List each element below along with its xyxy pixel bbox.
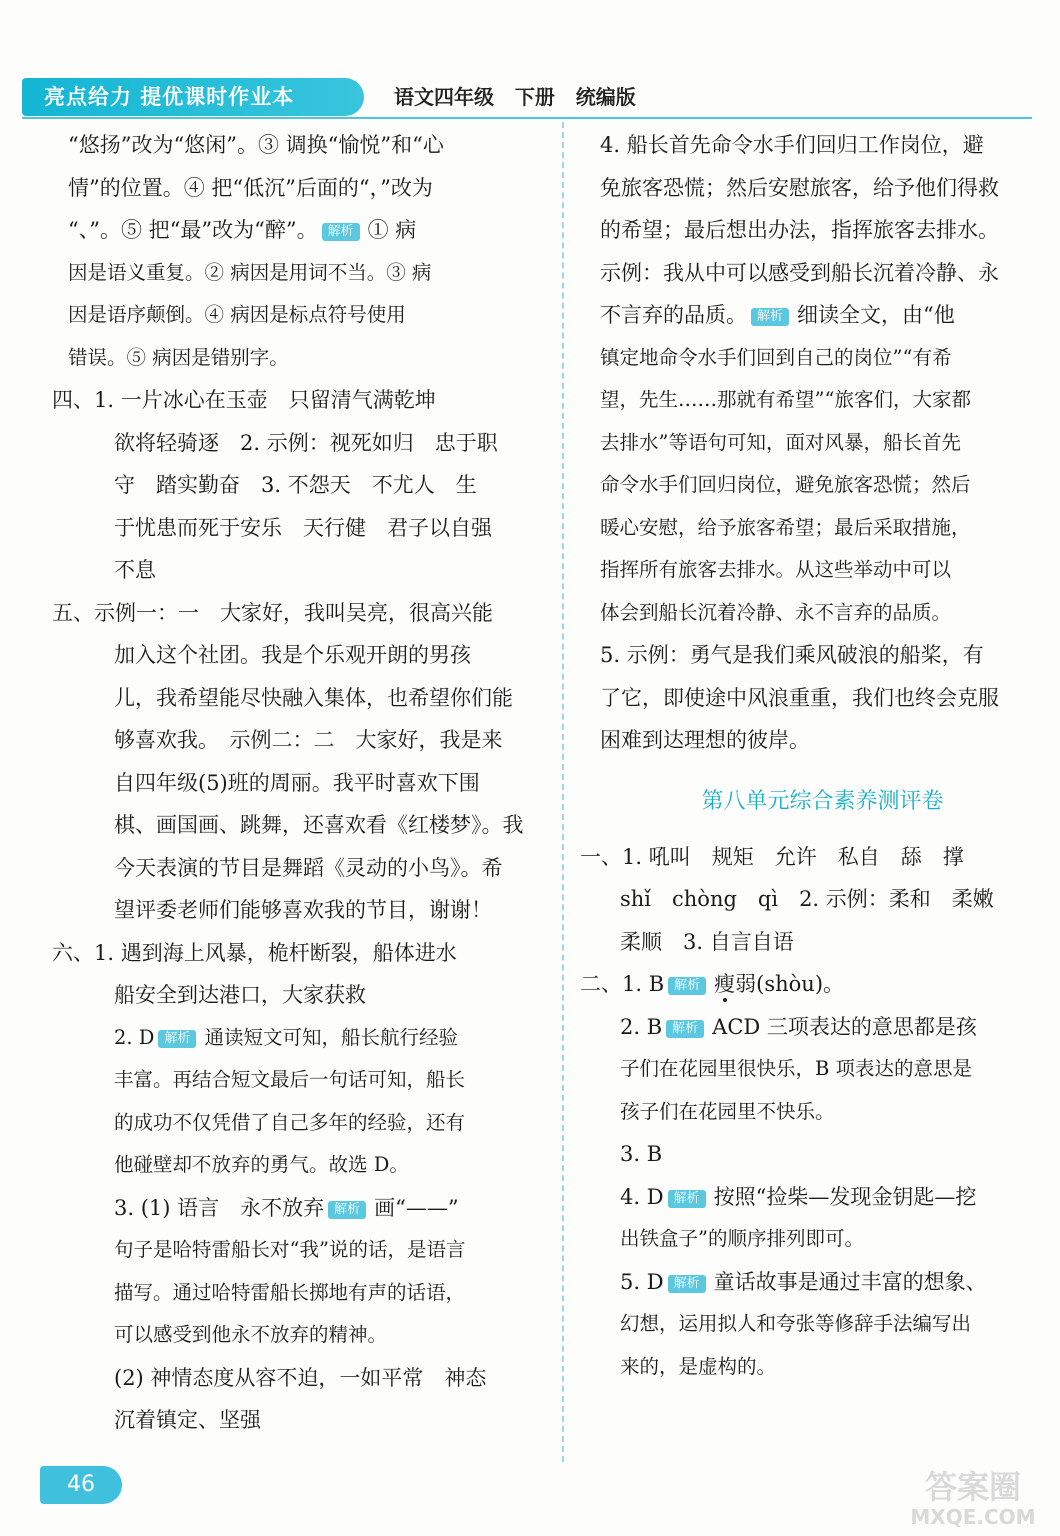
text-line: 加入这个社团。我是个乐观开朗的男孩	[114, 643, 471, 667]
text-line: 子们在花园里很快乐，B 项表达的意思是	[620, 1057, 973, 1080]
text-line: 指挥所有旅客去排水。从这些举动中可以	[600, 558, 952, 581]
text-line: 欲将轻骑逐 2. 示例：视死如归 忠于职	[114, 430, 498, 455]
text-line: 因是语义重复。② 病因是用词不当。③ 病	[68, 260, 432, 284]
text-line: 守 踏实勤奋 3. 不怨天 不尤人 生	[114, 473, 477, 497]
text-line: (2) 神情态度从容不迫，一如平常 神态	[114, 1365, 487, 1390]
column-divider	[562, 122, 564, 1462]
text-line: 描写。通过哈特雷船长掷地有声的话语，	[114, 1280, 466, 1304]
text-line: shǐ chòng qì 2. 示例：柔和 柔嫩	[620, 887, 994, 911]
analysis-tag: 解析	[668, 1275, 706, 1293]
right-column	[580, 124, 1045, 1388]
text-line: 来的，是虚构的。	[620, 1354, 777, 1378]
analysis-tag: 解析	[666, 1020, 704, 1038]
text-line: 可以感受到他永不放弃的精神。	[114, 1323, 388, 1346]
text-line: 孩子们在花园里不快乐。	[620, 1099, 835, 1123]
text-line: 体会到船长沉着冷静、永不言弃的品质。	[600, 600, 952, 624]
text-line: 3. (1) 语言 永不放弃 解析 画“——”	[114, 1195, 459, 1220]
watermark-logo	[898, 1460, 1048, 1532]
text-line: 3. B	[620, 1142, 663, 1166]
text-line: 去排水”等语句可知，面对风暴，船长首先	[600, 430, 961, 454]
text-line: 六、1. 遇到海上风暴，桅杆断裂，船体进水	[52, 940, 457, 965]
text-line: 因是语序颠倒。④ 病因是标点符号使用	[68, 303, 406, 326]
page-header	[22, 78, 1022, 116]
text-line: 够喜欢我。 示例二：二 大家好，我是来	[114, 728, 503, 752]
text-line: 5. D 解析 童话故事是通过丰富的想象、	[620, 1269, 987, 1294]
analysis-tag: 解析	[328, 1201, 366, 1219]
text-line: 四、1. 一片冰心在玉壶 只留清气满乾坤	[52, 388, 436, 412]
text-line: 示例：我从中可以感受到船长沉着冷静、永	[600, 260, 999, 285]
text-line: “悠扬”改为“悠闲”。③ 调换“愉悦”和“心	[68, 133, 444, 157]
text-line: 出铁盒子”的顺序排列即可。	[620, 1227, 864, 1250]
text-line: 今天表演的节目是舞蹈《灵动的小鸟》。希	[114, 855, 503, 880]
section-title: 第八单元综合素养测评卷	[701, 788, 944, 814]
text-line: 幻想，运用拟人和夸张等修辞手法编写出	[620, 1312, 972, 1335]
text-line: 柔顺 3. 自言自语	[620, 929, 794, 954]
text-line: 一、1. 吼叫 规矩 允许 私自 舔 撑	[580, 844, 964, 869]
text-line: 沉着镇定、坚强	[114, 1408, 261, 1432]
text-line: 免旅客恐慌；然后安慰旅客，给予他们得救	[600, 175, 999, 200]
text-line: 2. D 解析 通读短文可知，船长航行经验	[114, 1025, 458, 1049]
text-line: 镇定地命令水手们回到自己的岗位”“有希	[600, 345, 952, 369]
text-line: 棋、画国画、跳舞，还喜欢看《红楼梦》。我	[114, 813, 524, 837]
text-line: 望，先生……那就有希望”“旅客们，大家都	[600, 388, 971, 411]
text-line: 儿，我希望能尽快融入集体，也希望你们能	[114, 685, 513, 710]
analysis-tag: 解析	[668, 1190, 706, 1208]
text-line: 五、示例一：一 大家好，我叫吴亮，很高兴能	[52, 600, 493, 625]
text-line: 暖心安慰，给予旅客希望；最后采取措施，	[600, 515, 971, 539]
subject-label: 语文四年级 下册 统编版	[394, 85, 636, 109]
text-line: 丰富。再结合短文最后一句话可知，船长	[114, 1068, 466, 1091]
text-line: 二、1. B 解析 瘦弱(shòu)。	[580, 972, 845, 996]
left-column	[52, 124, 538, 1442]
text-line: 句子是哈特雷船长对“我”说的话，是语言	[114, 1238, 466, 1261]
svg-text:MXQE.COM: MXQE.COM	[910, 1505, 1036, 1529]
book-brand-banner: 亮点给力 提优课时作业本	[22, 78, 364, 116]
svg-text:答案圈: 答案圈	[924, 1468, 1022, 1506]
text-line: 不言弃的品质。 解析 细读全文，由“他	[600, 303, 955, 327]
text-line: 4. D 解析 按照“捡柴—发现金钥匙—挖	[620, 1184, 977, 1209]
text-line: 情”的位置。④ 把“低沉”后面的“，”改为	[68, 175, 433, 200]
text-line: 船安全到达港口，大家获救	[114, 983, 366, 1007]
text-line: 于忧患而死于安乐 天行健 君子以自强	[114, 515, 492, 540]
text-line: 2. B 解析 ACD 三项表达的意思都是孩	[620, 1014, 977, 1039]
text-line: 的希望；最后想出办法，指挥旅客去排水。	[600, 218, 999, 242]
text-line: 5. 示例：勇气是我们乘风破浪的船桨，有	[600, 643, 984, 667]
analysis-tag: 解析	[322, 223, 360, 241]
text-line: 了它，即使途中风浪重重，我们也终会克服	[600, 685, 999, 710]
text-line: 4. 船长首先命令水手们回归工作岗位，避	[600, 133, 984, 157]
analysis-tag: 解析	[158, 1030, 196, 1048]
text-line: 错误。⑤ 病因是错别字。	[68, 345, 289, 369]
analysis-tag: 解析	[751, 308, 789, 326]
text-line: 望评委老师们能够喜欢我的节目，谢谢！	[114, 898, 492, 922]
text-line: 不息	[114, 558, 156, 582]
text-line: 命令水手们回归岗位，避免旅客恐慌；然后	[600, 473, 971, 496]
page-number: 46	[40, 1466, 122, 1504]
text-line: 他碰壁却不放弃的勇气。故选 D。	[114, 1153, 409, 1176]
text-line: 困难到达理想的彼岸。	[600, 728, 810, 752]
text-line: 的成功不仅凭借了自己多年的经验，还有	[114, 1110, 466, 1134]
header-divider	[22, 117, 1032, 119]
text-line: 自四年级(5)班的周丽。我平时喜欢下围	[114, 770, 480, 795]
analysis-tag: 解析	[668, 977, 706, 995]
text-line: “、”。⑤ 把“最”改为“醉”。 解析 ① 病	[68, 218, 417, 242]
